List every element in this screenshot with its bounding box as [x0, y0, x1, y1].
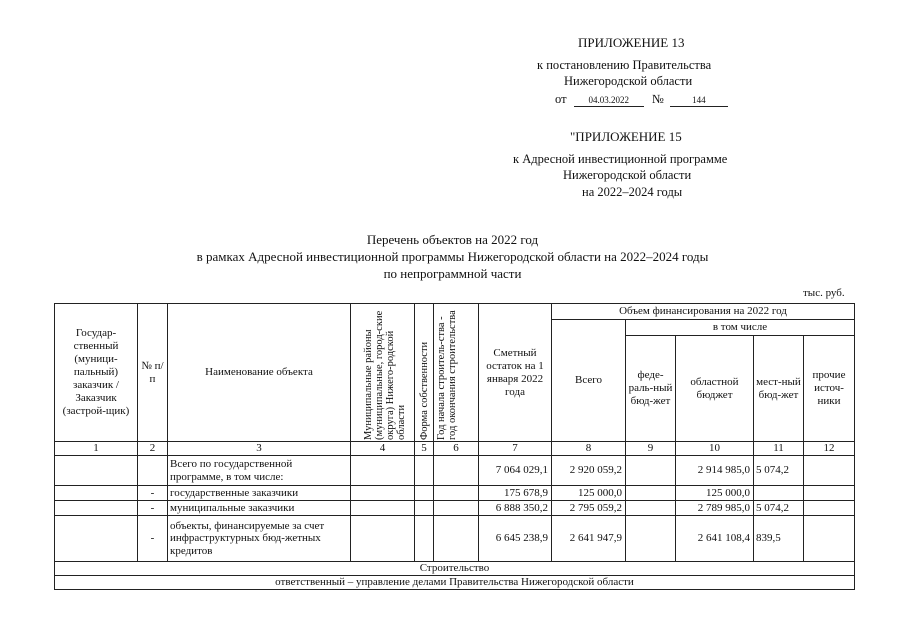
appendix15-line2: Нижегородской области — [563, 168, 692, 182]
section-title: Строительство — [55, 562, 855, 576]
col-header-federal: феде-раль-ный бюд-жет — [626, 336, 676, 442]
col-header-years: Год начала строитель-ства - год окончания строительства — [436, 309, 458, 440]
list-heading-line2: в рамках Адресной инвестиционной программы Нижегородской области на 2022–2024 годы — [196, 249, 709, 264]
row-total: 2 920 059,2 — [552, 456, 626, 486]
col-number: 9 — [626, 442, 676, 456]
row-num: - — [138, 486, 168, 501]
col-number: 12 — [804, 442, 855, 456]
row-federal — [626, 501, 676, 516]
row-local: 5 074,2 — [754, 501, 804, 516]
row-other — [804, 516, 855, 562]
col-number: 2 — [138, 442, 168, 456]
row-name: Всего по государственной программе, в том числе: — [168, 456, 351, 486]
row-name: объекты, финансируемые за счет инфраструктурных бюд-жетных кредитов — [168, 516, 351, 562]
row-balance: 7 064 029,1 — [479, 456, 552, 486]
row-num: - — [138, 516, 168, 562]
col-header-years-cell — [434, 304, 479, 442]
objects-table — [54, 303, 855, 590]
row-name: муниципальные заказчики — [168, 501, 351, 516]
col-header-districts: Муниципальные районы (муниципальные, город-ские округа) Нижего-родской области — [362, 310, 407, 440]
appendix-from-label: от — [555, 92, 567, 106]
row-local: 839,5 — [754, 516, 804, 562]
table-row — [55, 501, 855, 516]
col-header-regional: областной бюджет — [676, 336, 754, 442]
appendix15-line1: к Адресной инвестиционной программе — [513, 152, 728, 166]
table-row — [55, 456, 855, 486]
col-number: 7 — [479, 442, 552, 456]
row-balance: 175 678,9 — [479, 486, 552, 501]
row-other — [804, 456, 855, 486]
col-number: 6 — [434, 442, 479, 456]
appendix-line2: Нижегородской области — [564, 74, 693, 88]
col-header-name: Наименование объекта — [168, 304, 351, 442]
list-heading-line1: Перечень объектов на 2022 год — [366, 232, 539, 247]
appendix-date: 04.03.2022 — [574, 95, 644, 107]
list-heading-line3: по непрограммной части — [383, 266, 522, 281]
col-number: 5 — [415, 442, 434, 456]
row-local — [754, 486, 804, 501]
table-row — [55, 486, 855, 501]
appendix-line1: к постановлению Правительства — [537, 58, 712, 72]
row-regional: 2 914 985,0 — [676, 456, 754, 486]
responsible-line: ответственный – управление делами Правительства Нижегородской области — [55, 576, 855, 590]
units-label: тыс. руб. — [803, 287, 845, 299]
col-number: 1 — [55, 442, 138, 456]
row-other — [804, 486, 855, 501]
column-numbers-row — [55, 442, 855, 456]
col-number: 10 — [676, 442, 754, 456]
col-header-balance: Сметный остаток на 1 января 2022 года — [479, 304, 552, 442]
col-header-ownership: Форма собственности — [418, 341, 430, 440]
row-balance: 6 888 350,2 — [479, 501, 552, 516]
col-header-ownership-cell — [415, 304, 434, 442]
row-regional: 125 000,0 — [676, 486, 754, 501]
col-header-num: № п/п — [138, 304, 168, 442]
row-local: 5 074,2 — [754, 456, 804, 486]
col-header-other: прочие источ-ники — [804, 336, 855, 442]
row-regional: 2 641 108,4 — [676, 516, 754, 562]
appendix-number: 144 — [670, 95, 728, 107]
col-header-including: в том числе — [626, 320, 855, 336]
appendix-date-line — [555, 92, 728, 107]
col-number: 8 — [552, 442, 626, 456]
row-total: 2 641 947,9 — [552, 516, 626, 562]
row-total: 2 795 059,2 — [552, 501, 626, 516]
row-num — [138, 456, 168, 486]
col-header-districts-cell — [351, 304, 415, 442]
appendix-title: ПРИЛОЖЕНИЕ 13 — [578, 35, 685, 50]
row-regional: 2 789 985,0 — [676, 501, 754, 516]
row-federal — [626, 456, 676, 486]
row-balance: 6 645 238,9 — [479, 516, 552, 562]
appendix-number-label: № — [651, 92, 664, 106]
appendix15-title: "ПРИЛОЖЕНИЕ 15 — [570, 129, 682, 144]
col-header-total: Всего — [552, 320, 626, 442]
col-header-customer: Государ-ственный (муници-пальный) заказчик / Заказчик (застрой-щик) — [55, 304, 138, 442]
col-number: 3 — [168, 442, 351, 456]
row-other — [804, 501, 855, 516]
col-header-funding: Объем финансирования на 2022 год — [552, 304, 855, 320]
row-total: 125 000,0 — [552, 486, 626, 501]
row-federal — [626, 516, 676, 562]
row-num: - — [138, 501, 168, 516]
table-row — [55, 516, 855, 562]
row-name: государственные заказчики — [168, 486, 351, 501]
col-number: 4 — [351, 442, 415, 456]
row-federal — [626, 486, 676, 501]
col-header-local: мест-ный бюд-жет — [754, 336, 804, 442]
col-number: 11 — [754, 442, 804, 456]
appendix15-line3: на 2022–2024 годы — [582, 185, 683, 199]
